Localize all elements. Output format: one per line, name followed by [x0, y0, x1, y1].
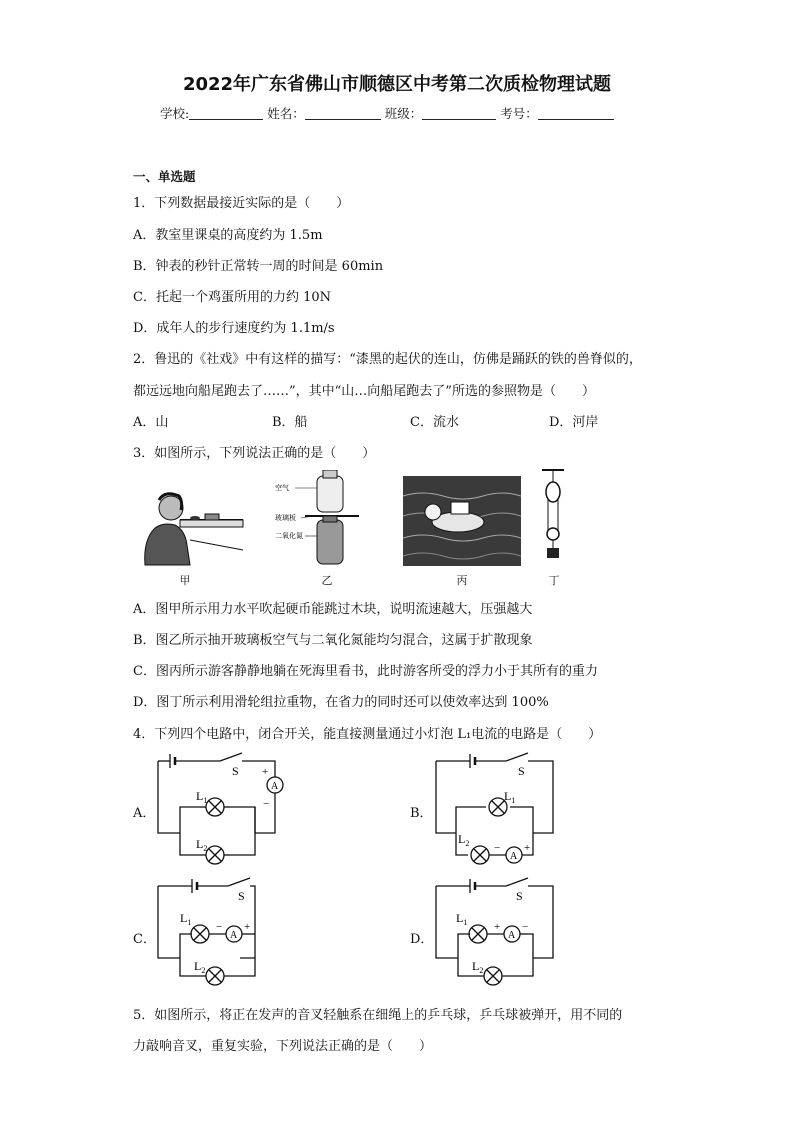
q1-stem: 1．下列数据最接近实际的是（ ） [133, 196, 350, 211]
switch-label: S [516, 889, 523, 903]
q4-option-b[interactable]: B． [410, 806, 433, 821]
page-title: 2022年广东省佛山市顺德区中考第二次质检物理试题 [182, 74, 612, 95]
q2-stem-line2: 都远远地向船尾跑去了……”，其中“山…向船尾跑去了”所选的参照物是（ ） [133, 384, 595, 399]
q2-option-c[interactable]: C．流水 [410, 415, 459, 430]
l2-label: $L_2$ [194, 959, 206, 975]
q1-option-d[interactable]: D．成年人的步行速度约为 1.1m/s [133, 321, 335, 336]
q4-stem: 4．下列四个电路中，闭合开关，能直接测量通过小灯泡 L₁电流的电路是（ ） [133, 727, 602, 742]
q4-circuit-d [428, 872, 568, 997]
ammeter-label: A [271, 781, 279, 792]
section-heading: 一、单选题 [133, 169, 196, 184]
q3-caption-bing: 丙 [456, 574, 468, 587]
ammeter-plus: + [524, 842, 531, 854]
l1-label: $L_1$ [456, 911, 468, 927]
q3-option-a[interactable]: A．图甲所示用力水平吹起硬币能跳过木块，说明流速越大，压强越大 [133, 602, 533, 617]
school-field[interactable] [189, 107, 263, 120]
ammeter-minus: − [263, 798, 270, 810]
q3-figure-yi [275, 470, 365, 570]
l1-label: $L_1$ [196, 789, 208, 805]
ammeter-minus: − [522, 921, 529, 933]
l1-label: $L_1$ [504, 789, 516, 805]
switch-label: S [232, 764, 239, 778]
school-label: 学校: [160, 106, 190, 121]
q3-caption-yi: 乙 [321, 574, 333, 587]
l1-label: $L_1$ [180, 911, 192, 927]
q2-option-b[interactable]: B．船 [272, 415, 308, 430]
q1-option-b[interactable]: B．钟表的秒针正常转一周的时间是 60min [133, 259, 384, 274]
class-field[interactable] [422, 107, 496, 120]
q3-caption-jia: 甲 [179, 574, 191, 587]
q2-stem-line1: 2．鲁迅的《社戏》中有这样的描写：“漆黑的起伏的连山，仿佛是踊跃的铁的兽脊似的， [133, 352, 642, 367]
q4-option-c[interactable]: C． [133, 932, 156, 947]
q5-stem-line1: 5．如图所示，将正在发声的音叉轻触系在细绳上的乒乓球，乒乓球被弹开，用不同的 [133, 1008, 623, 1023]
switch-label: S [518, 764, 525, 778]
name-label: 姓名： [267, 106, 305, 121]
name-field[interactable] [305, 107, 381, 120]
q3-yi-label-no2: 二氧化氮 [275, 532, 303, 540]
q3-option-b[interactable]: B．图乙所示抽开玻璃板空气与二氧化氮能均匀混合，这属于扩散现象 [133, 633, 533, 648]
q4-circuit-a [150, 745, 290, 870]
q3-figure-ding [538, 468, 568, 568]
ammeter-minus: − [494, 842, 501, 854]
q4-option-d[interactable]: D． [410, 932, 434, 947]
q3-caption-ding: 丁 [548, 574, 560, 587]
q4-circuit-c [150, 872, 290, 997]
exam-no-label: 考号： [500, 106, 538, 121]
q4-circuit-b [428, 745, 568, 870]
q1-option-c[interactable]: C．托起一个鸡蛋所用的力约 10N [133, 290, 331, 305]
exam-no-field[interactable] [538, 107, 614, 120]
q3-option-d[interactable]: D．图丁所示利用滑轮组拉重物，在省力的同时还可以使效率达到 100% [133, 695, 549, 710]
q2-option-d[interactable]: D．河岸 [549, 415, 599, 430]
l2-label: $L_2$ [458, 832, 470, 848]
l2-label: $L_2$ [472, 959, 484, 975]
ammeter-minus: − [216, 921, 223, 933]
switch-label: S [238, 889, 245, 903]
class-label: 班级： [384, 106, 423, 121]
q3-option-c[interactable]: C．图丙所示游客静静地躺在死海里看书，此时游客所受的浮力小于其所有的重力 [133, 664, 598, 679]
q5-stem-line2: 力敲响音叉，重复实验，下列说法正确的是（ ） [133, 1039, 433, 1054]
ammeter-label: A [510, 851, 518, 862]
q3-stem: 3．如图所示，下列说法正确的是（ ） [133, 446, 376, 461]
q4-option-a[interactable]: A． [133, 806, 156, 821]
ammeter-label: A [230, 930, 238, 941]
q3-figure-bing [403, 476, 521, 566]
q2-option-a[interactable]: A．山 [133, 415, 169, 430]
q3-yi-label-air: 空气 [275, 484, 289, 492]
ammeter-label: A [508, 930, 516, 941]
l2-label: $L_2$ [196, 837, 208, 853]
ammeter-plus: + [494, 921, 501, 933]
ammeter-plus: + [262, 766, 269, 778]
student-info-row [160, 104, 614, 122]
q1-option-a[interactable]: A．教室里课桌的高度约为 1.5m [133, 228, 323, 243]
ammeter-plus: + [244, 921, 251, 933]
q3-figure-jia [135, 470, 245, 570]
q3-yi-label-glass: 玻璃板 [275, 514, 296, 522]
